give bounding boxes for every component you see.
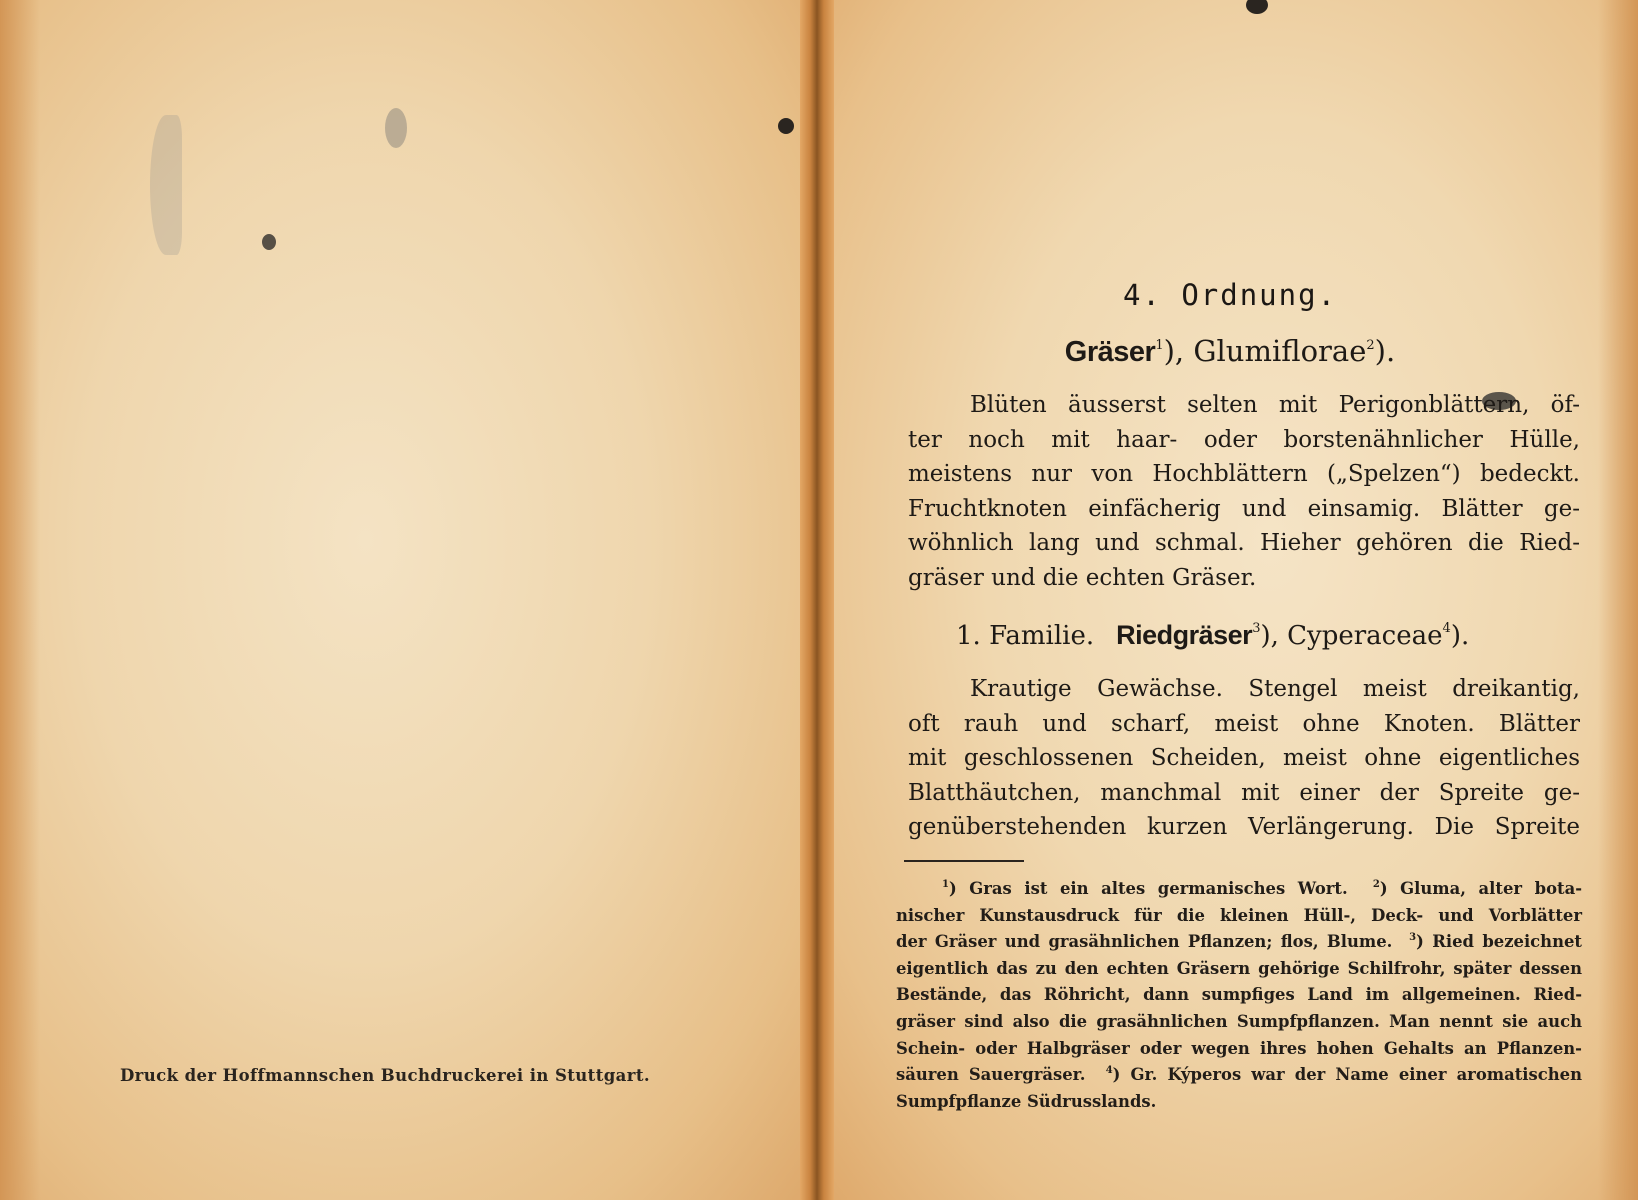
ink-spot	[262, 234, 276, 250]
footnote-ref: 2	[1366, 338, 1375, 353]
footnote-ref: 3	[1252, 621, 1261, 636]
text-line: Blüten äusserst selten mit Perigonblättern, öf-	[970, 392, 1580, 418]
text-line: Krautige Gewächse. Stengel meist dreikantig,	[970, 676, 1580, 702]
right-page	[822, 0, 1638, 1200]
family-heading-end: ).	[1450, 621, 1470, 651]
footnote-number: 2	[1372, 879, 1380, 890]
family-name-latin: ), Cyperaceae	[1260, 621, 1443, 651]
text-line: ter noch mit haar- oder borstenähnlicher Hülle,	[908, 426, 1580, 453]
ink-spot	[1246, 0, 1268, 14]
footnote-number: 1	[942, 879, 949, 890]
footnote-line	[896, 876, 1582, 903]
family-number: 1. Familie.	[956, 621, 1095, 651]
footnote-line: Schein- oder Halbgräser oder wegen ihres hohen Gehalts an Pflanzen-	[896, 1038, 1582, 1058]
footnote-text: säuren Sauergräser.	[896, 1065, 1086, 1085]
group-name-latin: ), Glumiflorae	[1163, 334, 1367, 368]
group-name-german: Gräser	[1064, 336, 1156, 368]
page-edge-shadow	[0, 0, 40, 1200]
footnote-line: nischer Kunstausdruck für die kleinen Hüll-, Deck- und Vorblätter	[896, 905, 1582, 925]
footnote-text: ) Gr. Kýperos war der Name einer aromatischen	[1112, 1065, 1582, 1085]
order-title: 4. Ordnung.	[1122, 278, 1338, 312]
smudge-mark	[385, 108, 407, 148]
page-edge-shadow	[1598, 0, 1638, 1200]
order-description	[908, 388, 1580, 596]
footnote-text: ) Gluma, alter bota-	[1379, 879, 1582, 898]
text-line: Blatthäutchen, manchmal mit einer der Spreite ge-	[908, 779, 1580, 806]
footnote-line: Sumpfpflanze Südrusslands.	[896, 1091, 1157, 1111]
left-page	[0, 0, 812, 1200]
smudge-mark	[150, 115, 182, 255]
text-line: meistens nur von Hochblättern („Spelzen“) bedeckt.	[908, 461, 1580, 488]
footnote-ref: 1	[1155, 338, 1164, 353]
footnote-rule	[904, 860, 1024, 862]
footnote-line: Bestände, das Röhricht, dann sumpfiges Land im allgemeinen. Ried-	[896, 985, 1582, 1005]
ink-spot	[778, 118, 794, 134]
text-line: Fruchtknoten einfächerig und einsamig. Blätter ge-	[908, 495, 1580, 522]
book-gutter	[800, 0, 834, 1200]
family-heading	[956, 620, 1469, 651]
footnote-text: ) Ried bezeichnet	[1416, 932, 1582, 952]
text-line: wöhnlich lang und schmal. Hieher gehören die Ried-	[908, 530, 1580, 557]
family-description	[908, 672, 1580, 845]
footnote-ref: 4	[1442, 621, 1451, 636]
printer-imprint: Druck der Hoffmannschen Buchdruckerei in Stuttgart.	[119, 1066, 651, 1085]
footnote-line	[896, 929, 1582, 956]
text-line: gräser und die echten Gräser.	[908, 564, 1257, 591]
footnotes	[896, 876, 1582, 1115]
footnote-text: ) Gras ist ein altes germanisches Wort.	[948, 879, 1348, 898]
footnote-line: gräser sind also die grasähnlichen Sumpfpflanzen. Man nennt sie auch	[896, 1011, 1582, 1031]
footnote-line	[896, 1062, 1582, 1089]
footnote-number: 3	[1409, 932, 1417, 944]
text-line: mit geschlossenen Scheiden, meist ohne eigentliches	[908, 745, 1580, 772]
group-title	[822, 334, 1638, 369]
footnote-text: der Gräser und grasähnlichen Pflanzen; flos, Blume.	[896, 932, 1393, 952]
text-line: genüberstehenden kurzen Verlängerung. Die Spreite	[908, 814, 1580, 841]
footnote-number: 4	[1105, 1065, 1113, 1077]
footnote-line: eigentlich das zu den echten Gräsern gehörige Schilfrohr, später dessen	[896, 958, 1582, 978]
family-name-german: Riedgräser	[1116, 620, 1253, 650]
group-title-end: ).	[1374, 334, 1396, 368]
text-line: oft rauh und scharf, meist ohne Knoten. Blätter	[908, 710, 1580, 737]
